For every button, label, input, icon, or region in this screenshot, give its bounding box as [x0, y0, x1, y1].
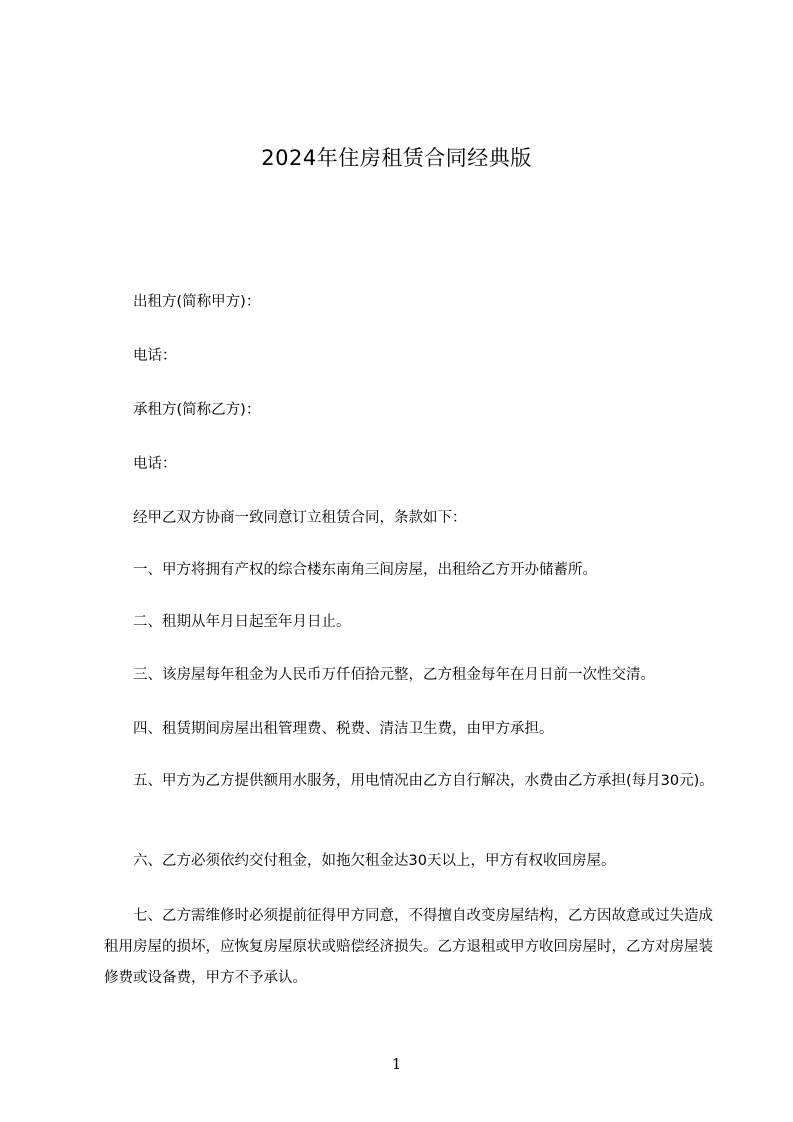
lessee-phone-field: 电话：	[104, 456, 177, 472]
clause-2: 二、租期从年月日起至年月日止。	[104, 614, 351, 630]
page-number: 1	[391, 1055, 402, 1073]
document-title: 2024年住房租赁合同经典版	[261, 146, 532, 170]
clause-1: 一、甲方将拥有产权的综合楼东南角三间房屋，出租给乙方开办储蓄所。	[104, 562, 597, 578]
lessor-phone-field: 电话：	[104, 348, 177, 364]
lessee-field: 承租方(简称乙方)：	[104, 402, 261, 418]
clause-3: 三、该房屋每年租金为人民币万仟佰拾元整，乙方租金每年在月日前一次性交清。	[104, 667, 655, 683]
clause-4: 四、租赁期间房屋出租管理费、税费、清洁卫生费，由甲方承担。	[104, 721, 554, 737]
clause-7: 七、乙方需维修时必须提前征得甲方同意，不得擅自改变房屋结构，乙方因故意或过失造成租用房屋的损坏，应恢复房屋原状或赔偿经济损失。乙方退租或甲方收回房屋时，乙方对房屋装修费或设备费，甲方不予承认。	[104, 908, 713, 986]
clause-5: 五、甲方为乙方提供额用水服务，用电情况由乙方自行解决，水费由乙方承担(每月30元)。	[104, 773, 714, 789]
lessor-field: 出租方(简称甲方)：	[104, 294, 261, 310]
contract-intro: 经甲乙双方协商一致同意订立租赁合同，条款如下：	[104, 510, 467, 526]
clause-6: 六、乙方必须依约交付租金，如拖欠租金达30天以上，甲方有权收回房屋。	[104, 853, 616, 869]
